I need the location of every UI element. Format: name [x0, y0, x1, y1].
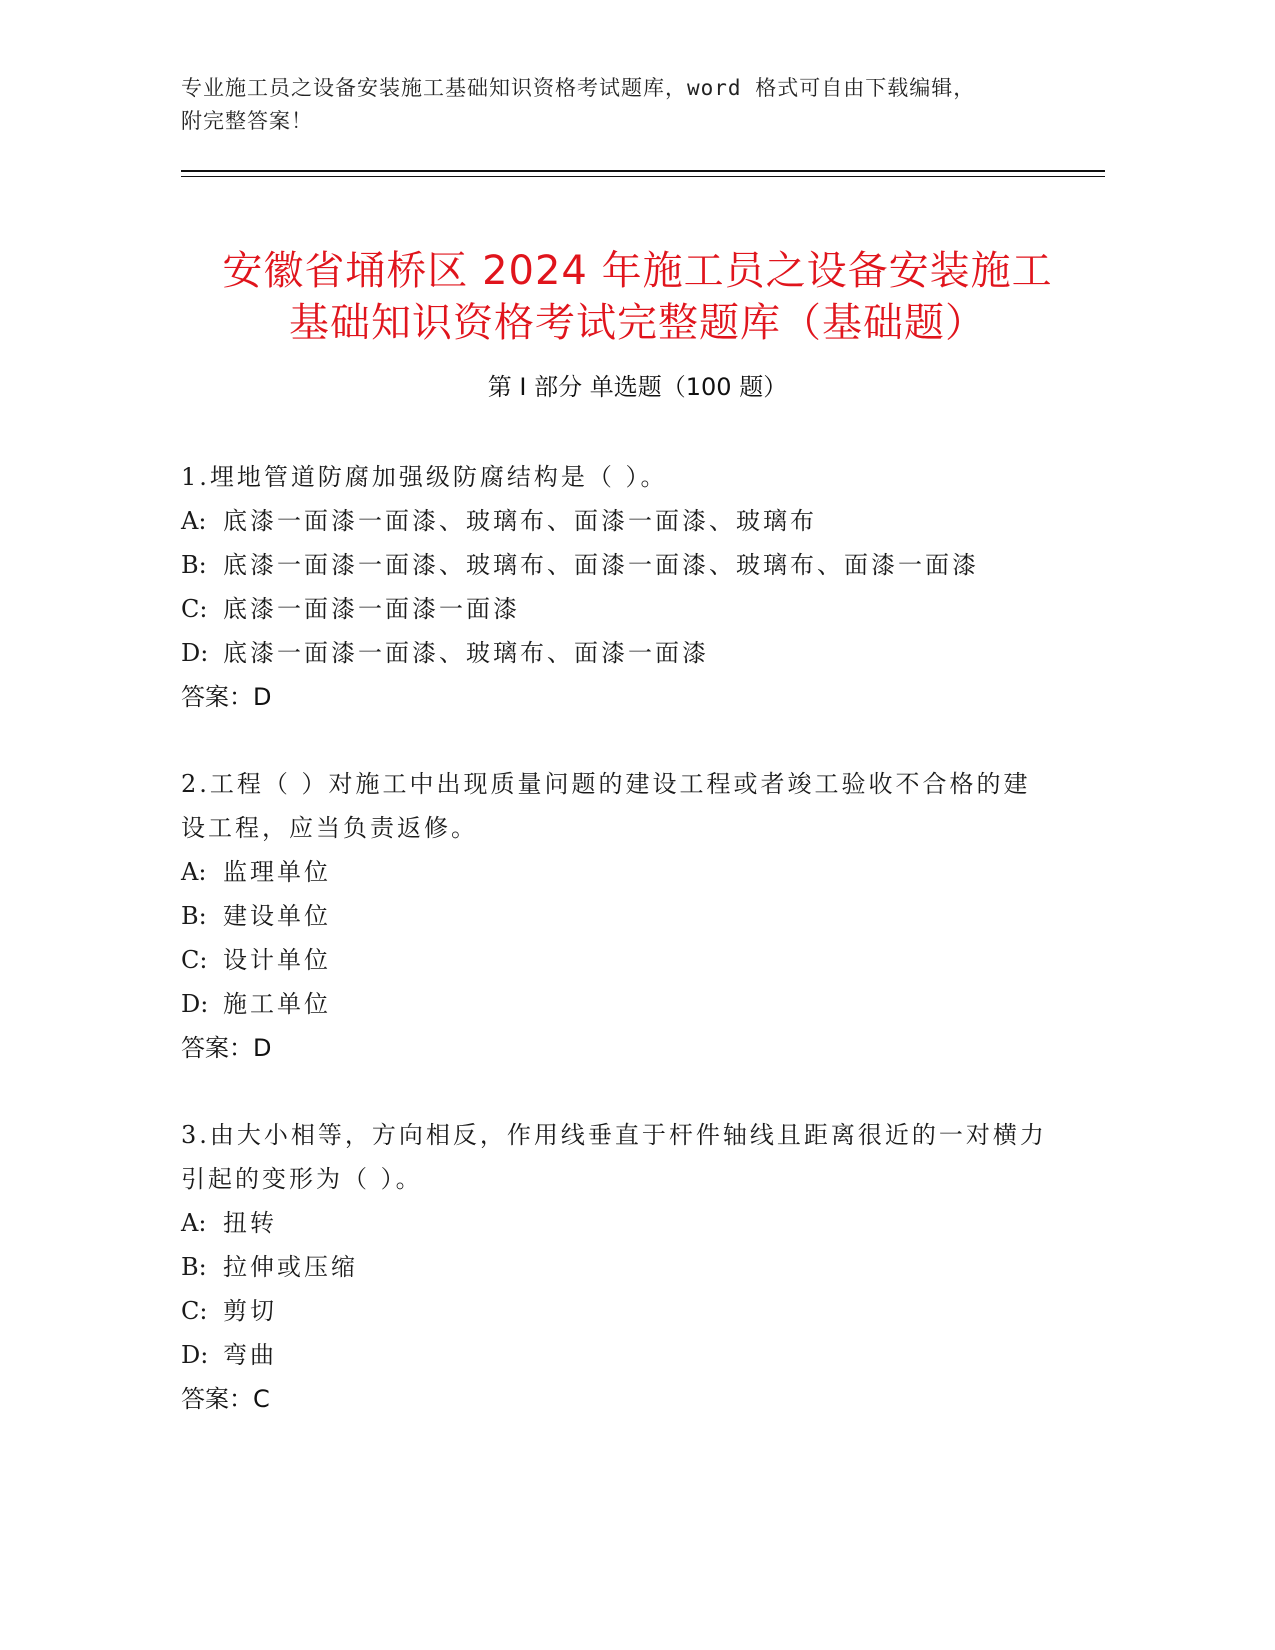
option-key: A: — [181, 1209, 207, 1237]
option-text: 底漆一面漆一面漆、玻璃布、面漆一面漆 — [223, 639, 709, 667]
question-option-d — [181, 982, 1051, 1026]
option-text: 设计单位 — [223, 946, 331, 974]
option-key: D: — [181, 1341, 209, 1369]
header-note-line: 附完整答案！ — [181, 109, 313, 133]
option-text: 底漆一面漆一面漆一面漆 — [223, 595, 520, 623]
option-text: 施工单位 — [223, 990, 331, 1018]
option-text: 监理单位 — [223, 858, 331, 886]
question-stem: 2.工程（ ）对施工中出现质量问题的建设工程或者竣工验收不合格的建设工程，应当负责返修。 — [181, 770, 1031, 842]
question-option-b — [181, 543, 1051, 587]
option-text: 扭转 — [223, 1209, 277, 1237]
option-key: B: — [181, 551, 207, 579]
option-text: 建设单位 — [223, 902, 331, 930]
option-key: C: — [181, 946, 208, 974]
option-text: 底漆一面漆一面漆、玻璃布、面漆一面漆、玻璃布 — [223, 507, 817, 535]
question-option-b — [181, 894, 1051, 938]
question-option-c — [181, 938, 1051, 982]
question-stem: 3.由大小相等，方向相反，作用线垂直于杆件轴线且距离很近的一对横力引起的变形为（ ）。 — [181, 1121, 1047, 1193]
question-item — [181, 762, 1051, 1070]
option-key: B: — [181, 902, 207, 930]
option-key: C: — [181, 595, 208, 623]
document-title — [150, 245, 1125, 349]
header-rule-thin — [181, 176, 1105, 177]
option-key: C: — [181, 1297, 208, 1325]
option-key: A: — [181, 858, 207, 886]
question-option-d — [181, 631, 1051, 675]
question-stem: 1.埋地管道防腐加强级防腐结构是（ ）。 — [181, 463, 668, 491]
document-title-line: 安徽省埇桥区 2024 年施工员之设备安装施工 — [222, 247, 1053, 294]
question-option-a — [181, 499, 1051, 543]
question-answer: 答案：D — [181, 683, 272, 711]
question-option-a — [181, 850, 1051, 894]
option-text: 底漆一面漆一面漆、玻璃布、面漆一面漆、玻璃布、面漆一面漆 — [223, 551, 979, 579]
option-text: 剪切 — [223, 1297, 277, 1325]
question-item — [181, 1113, 1051, 1421]
option-text: 拉伸或压缩 — [223, 1253, 358, 1281]
question-option-a — [181, 1201, 1051, 1245]
question-option-d — [181, 1333, 1051, 1377]
option-key: A: — [181, 507, 207, 535]
header-note-line: 专业施工员之设备安装施工基础知识资格考试题库，word 格式可自由下载编辑， — [181, 76, 976, 100]
question-answer: 答案：C — [181, 1385, 270, 1413]
option-text: 弯曲 — [223, 1341, 277, 1369]
question-option-c — [181, 587, 1051, 631]
question-item — [181, 455, 1051, 719]
option-key: B: — [181, 1253, 207, 1281]
question-option-c — [181, 1289, 1051, 1333]
question-list — [181, 455, 1051, 1464]
header-note — [181, 72, 1081, 138]
header-rule-thick — [181, 170, 1105, 172]
section-heading: 第 I 部分 单选题（100 题） — [487, 373, 788, 401]
question-option-b — [181, 1245, 1051, 1289]
question-answer: 答案：D — [181, 1034, 272, 1062]
option-key: D: — [181, 990, 209, 1018]
document-title-line: 基础知识资格考试完整题库（基础题） — [289, 299, 986, 346]
option-key: D: — [181, 639, 209, 667]
